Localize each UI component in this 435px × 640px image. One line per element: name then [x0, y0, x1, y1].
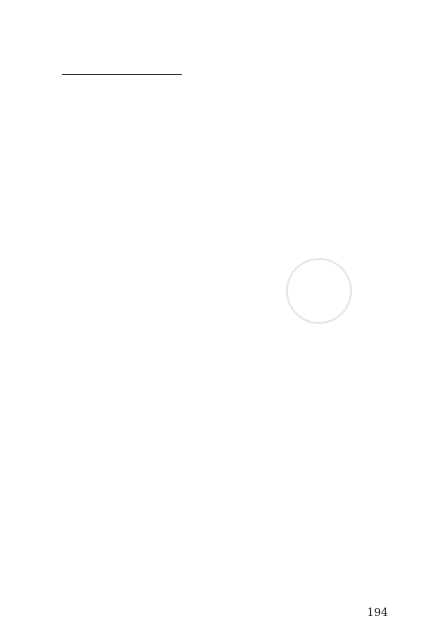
text-line — [40, 572, 388, 588]
text-line — [40, 588, 388, 604]
text-line — [40, 156, 388, 172]
text-line — [40, 460, 388, 476]
text-line — [40, 220, 388, 236]
text-line — [40, 364, 388, 380]
text-line — [40, 92, 388, 108]
text-line — [40, 492, 388, 508]
text-line — [40, 428, 388, 444]
text-line — [40, 396, 388, 412]
text-column — [40, 60, 388, 612]
text-line — [40, 524, 388, 540]
text-line — [40, 476, 388, 492]
text-line — [40, 108, 388, 124]
text-line — [40, 204, 388, 220]
text-line — [40, 380, 388, 396]
text-line — [40, 140, 388, 156]
text-line — [40, 236, 388, 252]
text-line — [40, 508, 388, 524]
watermark-stamp — [286, 258, 352, 324]
text-line — [40, 348, 388, 364]
text-line — [40, 540, 388, 556]
page-number: 194 — [367, 606, 388, 619]
text-line — [40, 412, 388, 428]
text-line — [40, 444, 388, 460]
text-line — [40, 188, 388, 204]
text-line — [40, 76, 388, 92]
text-line — [40, 172, 388, 188]
text-line — [40, 124, 388, 140]
text-line — [40, 332, 388, 348]
text-line — [40, 60, 388, 76]
text-line — [40, 556, 388, 572]
